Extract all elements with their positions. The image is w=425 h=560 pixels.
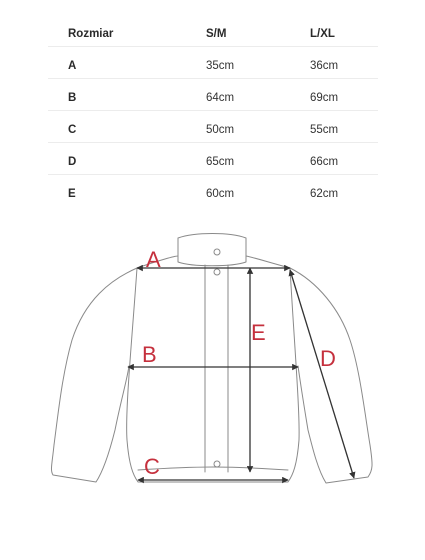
buttons — [214, 249, 220, 467]
row-label: B — [68, 92, 77, 104]
label-d: D — [320, 346, 336, 371]
value-sm: 60cm — [206, 188, 235, 200]
row-label: A — [68, 60, 77, 72]
header-sm: S/M — [206, 28, 227, 40]
button-icon — [214, 269, 220, 275]
value-sm: 64cm — [206, 92, 235, 104]
value-sm: 65cm — [206, 156, 235, 168]
measurement-labels — [142, 247, 336, 479]
value-sm: 50cm — [206, 124, 235, 136]
table-row — [48, 143, 378, 175]
table-row — [48, 47, 378, 79]
value-lxl: 69cm — [310, 92, 339, 104]
value-lxl: 66cm — [310, 156, 339, 168]
header-lxl: L/XL — [310, 28, 335, 40]
jacket-diagram — [0, 220, 425, 560]
row-label: D — [68, 156, 77, 168]
table-row — [48, 175, 378, 206]
label-c: C — [144, 454, 160, 479]
row-label: C — [68, 124, 77, 136]
table-header-row — [48, 15, 378, 47]
size-table — [48, 15, 378, 206]
value-lxl: 36cm — [310, 60, 339, 72]
button-icon — [214, 249, 220, 255]
value-sm: 35cm — [206, 60, 235, 72]
table-row — [48, 79, 378, 111]
value-lxl: 62cm — [310, 188, 339, 200]
header-size: Rozmiar — [68, 28, 114, 40]
measurement-lines — [128, 268, 354, 480]
row-label: E — [68, 188, 76, 200]
value-lxl: 55cm — [310, 124, 339, 136]
label-e: E — [251, 320, 266, 345]
button-icon — [214, 461, 220, 467]
table-row — [48, 111, 378, 143]
label-b: B — [142, 342, 157, 367]
label-a: A — [146, 247, 161, 272]
